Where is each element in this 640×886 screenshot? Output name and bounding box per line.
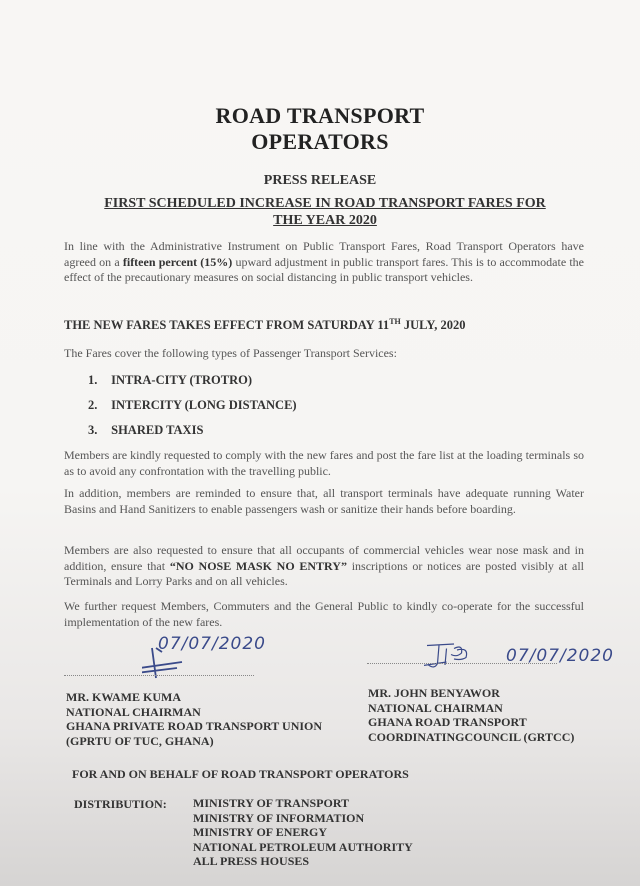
addition-paragraph: In addition, members are reminded to ensure that, all transport terminals have adequate running Water Basins and Hand Sanitizers to enable passengers wash or sanitize their hands before boarding. <box>64 486 584 516</box>
service-label: INTERCITY (LONG DISTANCE) <box>111 398 297 412</box>
distribution-item: NATIONAL PETROLEUM AUTHORITY <box>193 839 413 854</box>
service-label: SHARED TAXIS <box>111 423 204 437</box>
press-release-label: PRESS RELEASE <box>263 173 377 188</box>
title-line-2: OPERATORS <box>251 129 389 154</box>
mask-paragraph <box>64 543 584 590</box>
signature-date-left: 07/07/2020 <box>158 634 266 654</box>
headline <box>60 195 590 229</box>
intro-paragraph <box>64 239 584 286</box>
effect-sup: TH <box>389 317 401 326</box>
signatory-org: COORDINATINGCOUNCIL (GRTCC) <box>368 729 575 744</box>
signatory-org: GHANA ROAD TRANSPORT <box>368 715 527 729</box>
signatory-org: GHANA PRIVATE ROAD TRANSPORT UNION <box>66 719 323 733</box>
distribution-item: MINISTRY OF INFORMATION <box>193 810 365 825</box>
signatory-right <box>368 686 574 744</box>
distribution-item: MINISTRY OF TRANSPORT <box>193 796 350 810</box>
effect-prefix: THE NEW FARES TAKES EFFECT FROM SATURDAY 11 <box>64 318 390 333</box>
signatory-title: NATIONAL CHAIRMAN <box>66 704 201 719</box>
service-label: INTRA-CITY (TROTRO) <box>111 373 252 387</box>
service-number: 1. <box>88 373 98 387</box>
intro-bold: fifteen percent (15%) <box>122 254 233 269</box>
intro-text-2: upward adjustment in public transport fares. This is to accommodate the effect of the precautionary measures on social distancing in public transport vehicles. <box>64 254 584 284</box>
mask-text-1: Members are also requested to ensure that all occupants of commercial vehicles wear nose mask and in addition, ensure that <box>64 543 584 573</box>
distribution-list <box>193 796 413 869</box>
headline-line-1: FIRST SCHEDULED INCREASE IN ROAD TRANSPORT FARES FOR <box>104 196 546 211</box>
service-item <box>88 398 297 413</box>
mask-text-2: inscriptions or notices are posted visibly at all Terminals and Lorry Parks and on all vehicles. <box>64 558 585 588</box>
comply-paragraph: Members are kindly requested to comply with the new fares and post the fare list at the loading terminals so as to avoid any confrontation with the travelling public. <box>64 448 584 478</box>
distribution-label: DISTRIBUTION: <box>74 797 167 811</box>
signatory-name: MR. JOHN BENYAWOR <box>368 686 500 700</box>
effective-date-heading <box>64 317 465 333</box>
effect-suffix: JULY, 2020 <box>400 318 466 333</box>
signature-right-icon <box>424 636 484 676</box>
signature-line-left <box>64 675 254 676</box>
intro-text-1: In line with the Administrative Instrument on Public Transport Fares, Road Transport Operators have agreed on a <box>64 239 584 269</box>
service-item <box>88 373 252 388</box>
signature-line-right <box>367 663 557 664</box>
title-line-1: ROAD TRANSPORT <box>215 103 425 128</box>
mask-bold: “NO NOSE MASK NO ENTRY” <box>169 558 347 573</box>
signatory-left <box>66 690 322 748</box>
service-number: 3. <box>88 423 98 437</box>
cooperate-paragraph: We further request Members, Commuters and the General Public to kindly co-operate for the successful implementation of the new fares. <box>64 599 584 629</box>
headline-line-2: THE YEAR 2020 <box>273 213 377 228</box>
cover-intro: The Fares cover the following types of Passenger Transport Services: <box>64 346 397 360</box>
distribution-item: ALL PRESS HOUSES <box>193 854 310 868</box>
signatory-title: NATIONAL CHAIRMAN <box>368 700 503 715</box>
signatory-org: (GPRTU OF TUC, GHANA) <box>66 733 214 748</box>
signature-date-right: 07/07/2020 <box>506 646 614 666</box>
distribution-item: MINISTRY OF ENERGY <box>193 825 328 839</box>
service-item <box>88 423 203 438</box>
service-number: 2. <box>88 398 98 412</box>
behalf-line: FOR AND ON BEHALF OF ROAD TRANSPORT OPERATORS <box>72 767 409 781</box>
signatory-name: MR. KWAME KUMA <box>66 690 181 704</box>
